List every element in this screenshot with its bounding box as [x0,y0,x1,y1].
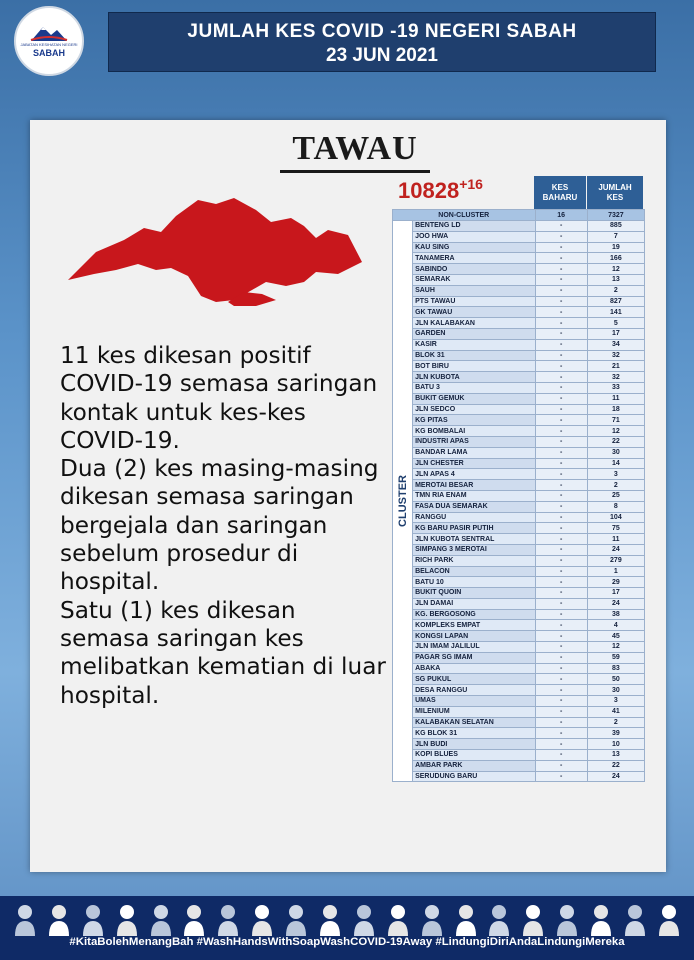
cluster-name: JLN APAS 4 [413,469,535,480]
cluster-name: BENTENG LD [413,221,535,232]
cluster-new-cases: - [535,447,587,458]
cluster-row [393,642,645,653]
frontliner-icon [48,902,70,936]
frontliner-icon [556,902,578,936]
cluster-total-cases: 5 [587,318,644,329]
cluster-total-cases: 8 [587,501,644,512]
cluster-total-cases: 24 [587,544,644,555]
cluster-new-cases: - [535,372,587,383]
cluster-total-cases: 19 [587,242,644,253]
cluster-total-cases: 13 [587,750,644,761]
cluster-total-cases: 885 [587,221,644,232]
cluster-total-cases: 13 [587,274,644,285]
cluster-total-cases: 75 [587,523,644,534]
cluster-new-cases: - [535,253,587,264]
total-cases [398,178,532,204]
cluster-new-cases: - [535,339,587,350]
cluster-new-cases: - [535,361,587,372]
cluster-row [393,609,645,620]
description-paragraph-1: 11 kes dikesan positif COVID-19 semasa saringan kontak untuk kes-kes COVID-19. [60,342,378,454]
cluster-row [393,598,645,609]
cluster-total-cases: 59 [587,652,644,663]
cluster-new-cases: - [535,393,587,404]
case-table [392,209,645,782]
cluster-name: KG BARU PASIR PUTIH [413,523,535,534]
frontliner-icon [251,902,273,936]
non-cluster-label: NON-CLUSTER [393,210,536,221]
cluster-name: TMN RIA ENAM [413,490,535,501]
cluster-new-cases: - [535,717,587,728]
cluster-total-cases: 7 [587,231,644,242]
cluster-row [393,544,645,555]
cluster-row [393,566,645,577]
district-underline [280,170,430,173]
cluster-new-cases: - [535,598,587,609]
cluster-new-cases: - [535,458,587,469]
cluster-total-cases: 279 [587,555,644,566]
cluster-name: MILENIUM [413,706,535,717]
frontliner-icon [522,902,544,936]
cluster-row [393,674,645,685]
column-header-total [587,176,643,210]
cluster-new-cases: - [535,642,587,653]
cluster-row [393,350,645,361]
cluster-row [393,404,645,415]
cluster-name: JLN KALABAKAN [413,318,535,329]
description-paragraph-2: Dua (2) kes masing-masing dikesan semasa saringan bergejala dan saringan sebelum prosedur di hospital. [60,455,379,596]
cluster-total-cases: 29 [587,577,644,588]
logo-caption: JABATAN KESIHATAN NEGERI [20,42,78,47]
cluster-row [393,739,645,750]
cluster-new-cases: - [535,350,587,361]
cluster-total-cases: 30 [587,447,644,458]
cluster-row [393,750,645,761]
cluster-total-cases: 141 [587,307,644,318]
cluster-name: GARDEN [413,328,535,339]
frontliner-icon [353,902,375,936]
frontliner-icon [14,902,36,936]
cluster-new-cases: - [535,566,587,577]
non-cluster-new: 16 [535,210,587,221]
cluster-row [393,393,645,404]
cluster-name: SABINDO [413,264,535,275]
cluster-total-cases: 11 [587,534,644,545]
cluster-total-cases: 166 [587,253,644,264]
cluster-row [393,523,645,534]
cluster-name: BATU 3 [413,382,535,393]
cluster-total-cases: 24 [587,771,644,782]
cluster-name: KAU SING [413,242,535,253]
cluster-total-cases: 22 [587,436,644,447]
cluster-name: JLN DAMAI [413,598,535,609]
cluster-total-cases: 17 [587,588,644,599]
frontliner-icon [624,902,646,936]
mountain-icon [29,24,69,42]
cluster-total-cases: 104 [587,512,644,523]
cluster-row [393,436,645,447]
cluster-name: DESA RANGGU [413,685,535,696]
cluster-row [393,717,645,728]
cluster-row [393,415,645,426]
cluster-total-cases: 3 [587,469,644,480]
frontliner-icon [319,902,341,936]
cluster-new-cases: - [535,631,587,642]
column-header-new-line1: KES [551,183,569,192]
cluster-row [393,274,645,285]
cluster-total-cases: 12 [587,264,644,275]
cluster-name: KASIR [413,339,535,350]
cluster-row [393,426,645,437]
cluster-label-cell [393,221,413,782]
frontliner-icon [150,902,172,936]
frontliner-icon [658,902,680,936]
cluster-total-cases: 50 [587,674,644,685]
cluster-name: KOMPLEKS EMPAT [413,620,535,631]
cluster-name: KONGSI LAPAN [413,631,535,642]
cluster-name: KG BOMBALAI [413,426,535,437]
column-header-new-line2: BAHARU [542,193,578,202]
cluster-total-cases: 25 [587,490,644,501]
cluster-row [393,307,645,318]
cluster-row [393,706,645,717]
cluster-new-cases: - [535,231,587,242]
cluster-new-cases: - [535,426,587,437]
cluster-new-cases: - [535,696,587,707]
cluster-new-cases: - [535,242,587,253]
cluster-total-cases: 11 [587,393,644,404]
cluster-row [393,663,645,674]
cluster-total-cases: 45 [587,631,644,642]
cluster-row [393,480,645,491]
frontliner-icon [116,902,138,936]
cluster-name: KG BLOK 31 [413,728,535,739]
non-cluster-row [393,210,645,221]
cluster-row [393,242,645,253]
cluster-new-cases: - [535,436,587,447]
cluster-row [393,555,645,566]
cluster-total-cases: 2 [587,717,644,728]
cluster-row [393,577,645,588]
cluster-new-cases: - [535,771,587,782]
cluster-new-cases: - [535,512,587,523]
cluster-row [393,264,645,275]
cluster-row [393,534,645,545]
cluster-new-cases: - [535,652,587,663]
cluster-new-cases: - [535,728,587,739]
cluster-new-cases: - [535,685,587,696]
cluster-row [393,728,645,739]
district-title: TAWAU [292,130,418,167]
description-paragraph-3: Satu (1) kes dikesan semasa saringan kes melibatkan kematian di luar hospital. [60,596,386,709]
cluster-total-cases: 17 [587,328,644,339]
cluster-total-cases: 71 [587,415,644,426]
cluster-name: BANDAR LAMA [413,447,535,458]
cluster-new-cases: - [535,501,587,512]
logo-name: SABAH [32,48,65,58]
cluster-label: CLUSTER [396,475,409,528]
cluster-row [393,620,645,631]
frontliner-icon [82,902,104,936]
cluster-new-cases: - [535,577,587,588]
cluster-total-cases: 33 [587,382,644,393]
cluster-total-cases: 21 [587,361,644,372]
cluster-name: JLN KUBOTA [413,372,535,383]
cluster-row [393,253,645,264]
cluster-new-cases: - [535,750,587,761]
frontliners-illustration [8,896,686,936]
cluster-total-cases: 83 [587,663,644,674]
cluster-new-cases: - [535,534,587,545]
cluster-row [393,631,645,642]
cluster-total-cases: 12 [587,426,644,437]
cluster-new-cases: - [535,296,587,307]
cluster-name: AMBAR PARK [413,760,535,771]
cluster-total-cases: 2 [587,285,644,296]
cluster-name: RICH PARK [413,555,535,566]
cluster-name: BELACON [413,566,535,577]
cluster-name: UMAS [413,696,535,707]
cluster-new-cases: - [535,307,587,318]
cluster-name: INDUSTRI APAS [413,436,535,447]
cluster-total-cases: 1 [587,566,644,577]
cluster-row [393,501,645,512]
cluster-row [393,318,645,329]
cluster-name: SAUH [413,285,535,296]
cluster-new-cases: - [535,760,587,771]
cluster-row [393,760,645,771]
cluster-row [393,285,645,296]
cluster-new-cases: - [535,328,587,339]
cluster-name: PTS TAWAU [413,296,535,307]
total-count: 10828 [398,178,460,203]
header-title: JUMLAH KES COVID -19 NEGERI SABAH [187,21,577,42]
cluster-row [393,588,645,599]
cluster-total-cases: 18 [587,404,644,415]
cluster-total-cases: 4 [587,620,644,631]
frontliner-icon [590,902,612,936]
cluster-name: JLN CHESTER [413,458,535,469]
tawau-map-icon [66,190,366,308]
frontliner-icon [217,902,239,936]
cluster-new-cases: - [535,674,587,685]
cluster-row [393,221,645,232]
cluster-total-cases: 41 [587,706,644,717]
cluster-new-cases: - [535,480,587,491]
cluster-new-cases: - [535,382,587,393]
cluster-name: PAGAR SG IMAM [413,652,535,663]
cluster-row [393,382,645,393]
cluster-name: SERUDUNG BARU [413,771,535,782]
cluster-row [393,372,645,383]
cluster-new-cases: - [535,706,587,717]
cluster-row [393,328,645,339]
cluster-row [393,296,645,307]
cluster-new-cases: - [535,490,587,501]
cluster-new-cases: - [535,274,587,285]
cluster-new-cases: - [535,588,587,599]
cluster-row [393,469,645,480]
cluster-name: BOT BIRU [413,361,535,372]
cluster-total-cases: 12 [587,642,644,653]
column-header-total-line2: KES [606,193,624,202]
frontliner-icon [455,902,477,936]
cluster-new-cases: - [535,609,587,620]
frontliner-icon [285,902,307,936]
cluster-name: BUKIT QUOIN [413,588,535,599]
header-date: 23 JUN 2021 [326,45,438,66]
cluster-row [393,339,645,350]
new-count: +16 [459,176,483,192]
cluster-new-cases: - [535,544,587,555]
cluster-total-cases: 38 [587,609,644,620]
cluster-row [393,447,645,458]
footer-banner [0,896,694,960]
cluster-new-cases: - [535,620,587,631]
cluster-name: GK TAWAU [413,307,535,318]
cluster-new-cases: - [535,415,587,426]
cluster-name: FASA DUA SEMARAK [413,501,535,512]
cluster-name: KOPI BLUES [413,750,535,761]
cluster-name: BATU 10 [413,577,535,588]
cluster-new-cases: - [535,555,587,566]
cluster-total-cases: 24 [587,598,644,609]
column-header-new [534,176,586,210]
cluster-total-cases: 22 [587,760,644,771]
cluster-row [393,490,645,501]
cluster-new-cases: - [535,523,587,534]
cluster-name: BUKIT GEMUK [413,393,535,404]
cluster-name: SIMPANG 3 MEROTAI [413,544,535,555]
cluster-name: ABAKA [413,663,535,674]
case-description [60,342,390,710]
cluster-name: KG. BERGOSONG [413,609,535,620]
cluster-total-cases: 32 [587,350,644,361]
cluster-row [393,771,645,782]
cluster-name: MEROTAI BESAR [413,480,535,491]
cluster-name: SEMARAK [413,274,535,285]
cluster-new-cases: - [535,264,587,275]
cluster-new-cases: - [535,404,587,415]
cluster-total-cases: 30 [587,685,644,696]
cluster-new-cases: - [535,663,587,674]
cluster-name: JLN SEDCO [413,404,535,415]
cluster-row [393,512,645,523]
cluster-total-cases: 3 [587,696,644,707]
cluster-total-cases: 34 [587,339,644,350]
cluster-row [393,231,645,242]
cluster-new-cases: - [535,221,587,232]
frontliner-icon [183,902,205,936]
cluster-name: JLN IMAM JALILUL [413,642,535,653]
cluster-name: JLN KUBOTA SENTRAL [413,534,535,545]
cluster-row [393,696,645,707]
cluster-name: SG PUKUL [413,674,535,685]
cluster-new-cases: - [535,469,587,480]
frontliner-icon [488,902,510,936]
cluster-name: BLOK 31 [413,350,535,361]
cluster-new-cases: - [535,739,587,750]
cluster-name: KG PITAS [413,415,535,426]
cluster-total-cases: 10 [587,739,644,750]
frontliner-icon [387,902,409,936]
cluster-total-cases: 827 [587,296,644,307]
cluster-name: TANAMERA [413,253,535,264]
cluster-new-cases: - [535,285,587,296]
cluster-name: RANGGU [413,512,535,523]
non-cluster-total: 7327 [587,210,644,221]
cluster-total-cases: 2 [587,480,644,491]
cluster-name: JLN BUDI [413,739,535,750]
cluster-row [393,685,645,696]
column-header-total-line1: JUMLAH [598,183,632,192]
cluster-total-cases: 39 [587,728,644,739]
footer-hashtags: #KitaBolehMenangBah #WashHandsWithSoapWashCOVID-19Away #LindungiDiriAndaLindungiMereka [69,936,625,948]
cluster-row [393,652,645,663]
cluster-row [393,361,645,372]
cluster-name: KALABAKAN SELATAN [413,717,535,728]
cluster-name: JOO HWA [413,231,535,242]
header-banner [108,12,656,72]
cluster-total-cases: 32 [587,372,644,383]
sabah-logo [14,6,84,76]
district-panel [30,120,666,872]
cluster-new-cases: - [535,318,587,329]
frontliner-icon [421,902,443,936]
cluster-row [393,458,645,469]
cluster-total-cases: 14 [587,458,644,469]
